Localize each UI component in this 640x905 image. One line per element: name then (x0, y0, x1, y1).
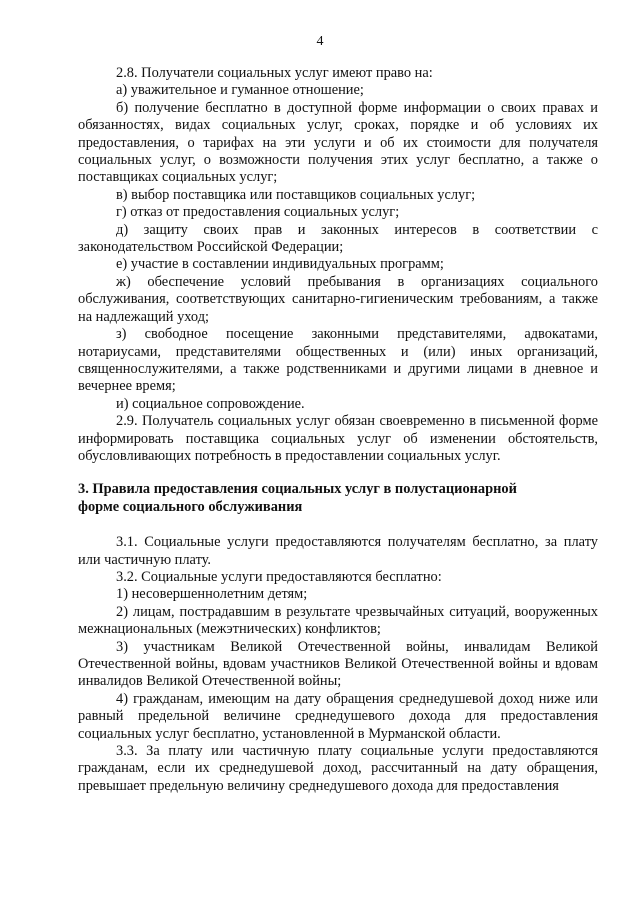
section-3-heading-line-2: форме социального обслуживания (78, 498, 303, 515)
list-item-b: б) получение бесплатно в доступной форме информации о своих правах и обязанностях, видах социальных услуг, сроках, порядке и об условиях их предоставления, о тарифах на эти услуги и об их стоимости для получателя социальных услуг, о возможности получения этих услуг бесплатно, а также о поставщиках социальных услуг; (78, 99, 598, 186)
list-item-e: е) участие в составлении индивидуальных программ; (116, 256, 444, 273)
document-body (78, 65, 598, 795)
paragraph-3-3: 3.3. За плату или частичную плату социальные услуги предоставляются гражданам, если их среднедушевой доход, рассчитанный на дату обращения, превышает предельную величину среднедушевого дохода для предоставления (78, 743, 598, 794)
list-item-g: г) отказ от предоставления социальных услуг; (116, 204, 400, 221)
paragraph-3-2: 3.2. Социальные услуги предоставляются бесплатно: (116, 568, 442, 585)
paragraph-2-8: 2.8. Получатели социальных услуг имеют право на: (116, 65, 433, 81)
list-item-zh: ж) обеспечение условий пребывания в организациях социального обслуживания, соответствующих санитарно-гигиеническим требованиям, а также на надлежащий уход; (78, 273, 598, 325)
list-item-z: з) свободное посещение законными представителями, адвокатами, нотариусами, представителями общественных и (или) иных организаций, священнослужителями, а также родственниками и другими лицами в дневное и вечернее время; (78, 326, 598, 395)
page-number: 4 (316, 34, 324, 49)
list-item-1: 1) несовершеннолетним детям; (116, 586, 308, 603)
section-3-heading-line-1: 3. Правила предоставления социальных услуг в полустационарной (78, 481, 517, 498)
list-item-3: 3) участникам Великой Отечественной войны, инвалидам Великой Отечественной войны, вдовам участников Великой Отечественной войны и вдовам инвалидов Великой Отечественной войны; (78, 638, 598, 690)
list-item-2: 2) лицам, пострадавшим в результате чрезвычайных ситуаций, вооруженных межнациональных (межэтнических) конфликтов; (78, 603, 598, 638)
list-item-i: и) социальное сопровождение. (116, 395, 305, 412)
spacer (78, 465, 598, 481)
list-item-a: а) уважительное и гуманное отношение; (116, 82, 364, 99)
paragraph-3-1: 3.1. Социальные услуги предоставляются получателям бесплатно, за плату или частичную плату. (78, 534, 598, 568)
list-item-v: в) выбор поставщика или поставщиков социальных услуг; (116, 186, 476, 203)
spacer (78, 516, 598, 534)
paragraph-2-9: 2.9. Получатель социальных услуг обязан своевременно в письменной форме информировать поставщика социальных услуг об изменении обстоятельств, обусловливающих потребность в предоставлении социальных услуг. (78, 413, 598, 464)
list-item-d: д) защиту своих прав и законных интересов в соответствии с законодательством Российской Федерации; (78, 221, 598, 256)
list-item-4: 4) гражданам, имеющим на дату обращения среднедушевой доход ниже или равный предельной величине среднедушевого дохода для предоставления социальных услуг бесплатно, установленной в Мурманской области. (78, 690, 598, 742)
